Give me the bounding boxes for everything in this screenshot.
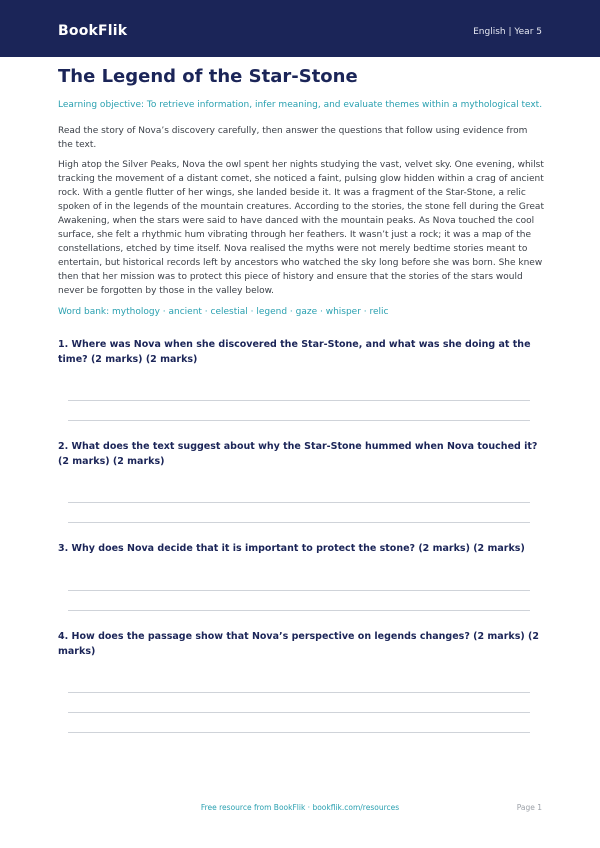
question-4: 4. How does the passage show that Nova’s perspective on legends changes? (2 marks) (2 marks) [58,631,539,657]
header-bar [0,0,600,57]
answer-line[interactable] [68,712,530,713]
answer-line[interactable] [68,692,530,693]
question-2: 2. What does the text suggest about why the Star-Stone hummed when Nova touched it? (2 marks) (2 marks) [58,441,538,467]
word-bank: Word bank: mythology · ancient · celestial · legend · gaze · whisper · relic [58,307,389,317]
question-3: 3. Why does Nova decide that it is important to protect the stone? (2 marks) (2 marks) [58,543,525,554]
worksheet-title: The Legend of the Star-Stone [58,66,358,87]
subject-year-label: English | Year 5 [473,27,542,37]
answer-line[interactable] [68,420,530,421]
answer-line[interactable] [68,610,530,611]
answer-line[interactable] [68,502,530,503]
question-1: 1. Where was Nova when she discovered the Star-Stone, and what was she doing at the time? (2 marks) (2 marks) [58,339,531,365]
page-number: Page 1 [516,803,542,812]
learning-objective: Learning objective: To retrieve information, infer meaning, and evaluate themes within a mythological text. [58,100,543,110]
answer-line[interactable] [68,732,530,733]
answer-line[interactable] [68,400,530,401]
footer-resource-link[interactable]: Free resource from BookFlik · bookflik.com/resources [200,803,400,812]
instructions: Read the story of Nova’s discovery carefully, then answer the questions that follow using evidence from the text. [58,126,528,150]
answer-line[interactable] [68,522,530,523]
story-passage: High atop the Silver Peaks, Nova the owl spent her nights studying the vast, velvet sky. One evening, whilst tracking the movement of a distant comet, she noticed a faint, pulsing glow hidden within a crag of ancient rock. With a gentle flutter of her wings, she landed beside it. It was a fragment of the Star-Stone, a relic spoken of in the legends of the mountain creatures. According to the stories, the stone fell during the Great Awakening, when the stars were said to have danced with the mountain peaks. As Nova touched the cool surface, she felt a rhythmic hum vibrating through her feathers. It wasn’t just a rock; it was a map of the constellations, etched by time itself. Nova realised the myths were not merely bedtime stories meant to entertain, but historical records left by ancestors who watched the sky long before she was born. She knew then that her mission was to protect this piece of history and ensure that the stories of the stars would never be forgotten by those in the valley below. [58,160,544,296]
brand-logo: BookFlik [58,23,128,39]
answer-line[interactable] [68,590,530,591]
